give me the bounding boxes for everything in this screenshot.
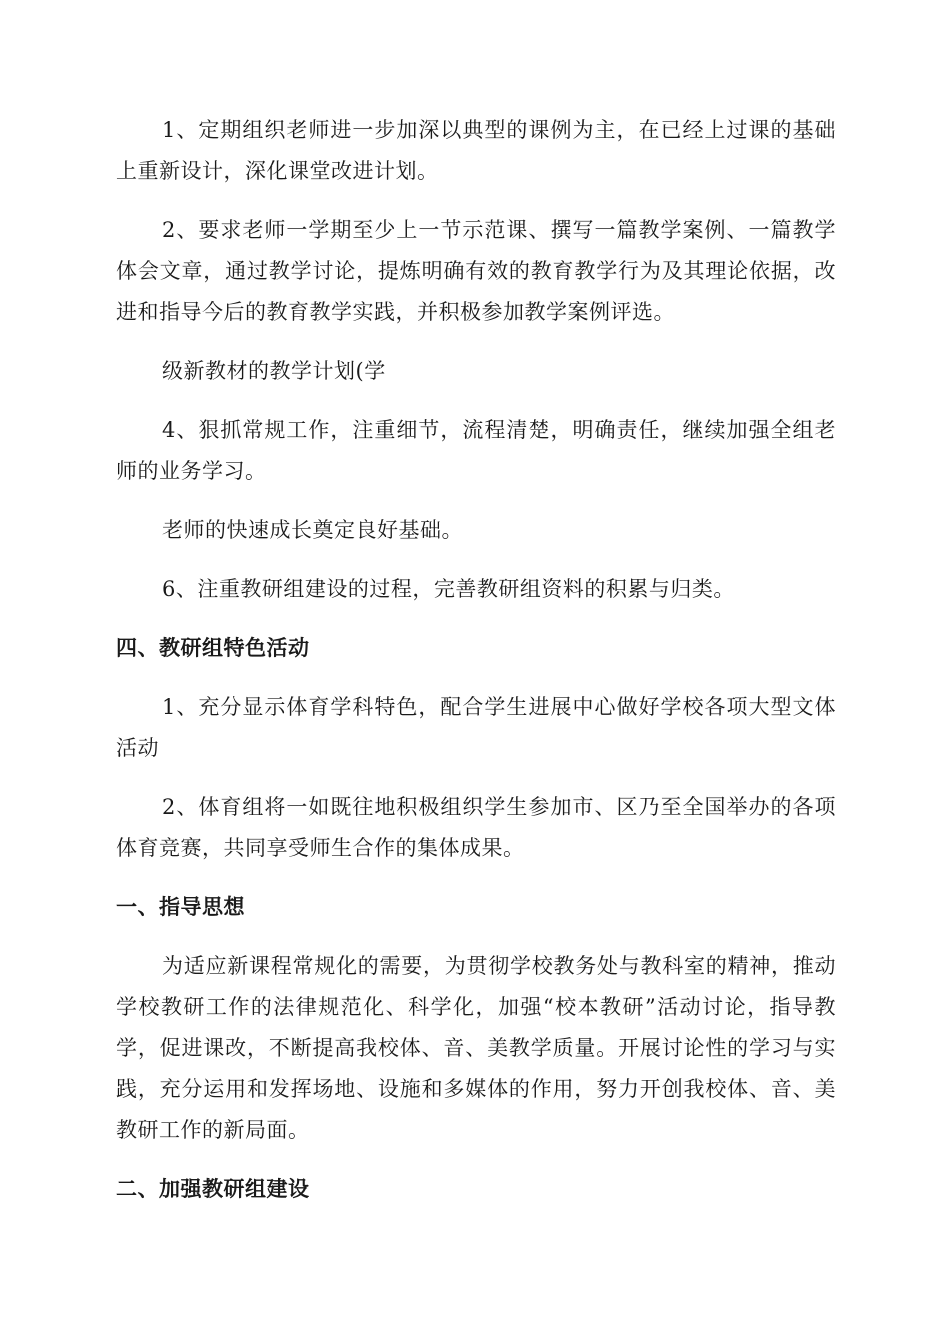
paragraph-fragment: 级新教材的教学计划(学 [162,359,386,383]
section-heading-4: 四、教研组特色活动 [116,636,310,660]
section-heading-1: 一、指导思想 [116,895,245,919]
section-heading-2: 二、加强教研组建设 [116,1177,310,1201]
paragraph-item-6: 6、注重教研组建设的过程，完善教研组资料的积累与归类。 [162,577,735,601]
paragraph-activity-1: 1、充分显示体育学科特色，配合学生进展中心做好学校各项大型文体活动 [116,695,836,760]
document-body [116,110,836,1228]
paragraph-item-4: 4、狠抓常规工作，注重细节，流程清楚，明确责任，继续加强全组老师的业务学习。 [116,418,836,483]
paragraph-fragment-2: 老师的快速成长奠定良好基础。 [162,518,463,542]
paragraph-item-1: 1、定期组织老师进一步加深以典型的课例为主，在已经上过课的基础上重新设计，深化课堂改进计划。 [116,118,836,183]
paragraph-activity-2: 2、体育组将一如既往地积极组织学生参加市、区乃至全国举办的各项体育竞赛，共同享受师生合作的集体成果。 [116,795,836,860]
paragraph-guiding-thought: 为适应新课程常规化的需要，为贯彻学校教务处与教科室的精神，推动学校教研工作的法律规范化、科学化，加强“校本教研”活动讨论，指导教学，促进课改，不断提高我校体、音、美教学质量。开展讨论性的学习与实践，充分运用和发挥场地、设施和多媒体的作用，努力开创我校体、音、美教研工作的新局面。 [116,954,836,1142]
paragraph-item-2: 2、要求老师一学期至少上一节示范课、撰写一篇教学案例、一篇教学体会文章，通过教学讨论，提炼明确有效的教育教学行为及其理论依据，改进和指导今后的教育教学实践，并积极参加教学案例评选。 [116,218,836,324]
